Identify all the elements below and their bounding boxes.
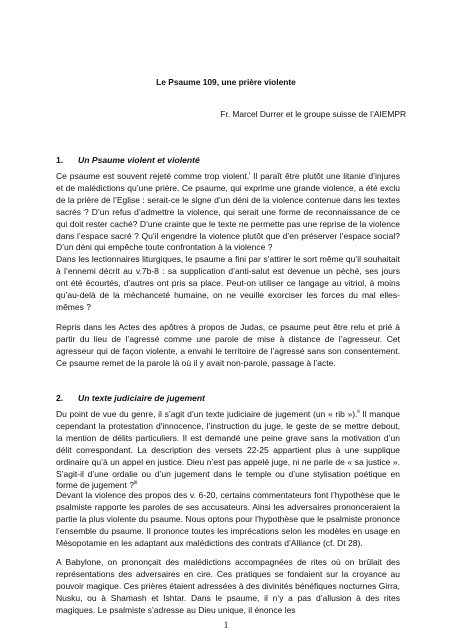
document-author: Fr. Marcel Durrer et le groupe suisse de l’AIEMPR <box>220 109 406 119</box>
section-number: 1. <box>56 155 64 165</box>
section-1-body <box>56 171 400 254</box>
section-2-body-3 <box>56 557 400 617</box>
section-number: 2. <box>56 393 64 403</box>
paragraph: Ce psaume est souvent rejeté comme trop violent.$^i$ Il paraît être plutôt une litanie d’injures et de malédictions qu’une prière. Ce psaume, qui exprime une grande violence, a été exclu de la prière de l’Eglise : serait-ce le signe d’un déni de la violence contenue dans les textes sacrés ? D’un refus d’admettre la violence, qui serait une forme de reconnaissance de ce qui doit rester caché? D’une crainte que le texte ne permette pas une reprise de la violence dans l’espace sacré ? Qu’il engendre la violence plutôt que d’en préserver l’espace social? D’un déni qui empêche toute confrontation à la violence ? <box>56 171 400 253</box>
paragraph: Dans les lectionnaires liturgiques, le psaume a fini par s’attirer le sort même qu’il souhaitait à l’ennemi décrit au v.7b-8 : sa supplication d’anti-salut est devenue un péché, ses jours ont été écourtés, d’autres ont pris sa place. Peut-on utiliser ce langage au vitriol, à moins qu’au-delà de la méchanceté humaine, on ne veuille exorciser les forces du mal elles-mêmes ? <box>56 254 400 312</box>
paragraph: Devant la violence des propos des v. 6-20, certains commentateurs font l’hypothèse que le psalmiste rapporte les paroles de ses accusateurs. Ainsi les adversaires prononceraient la partie la plus violente du psaume. Nous optons pour l’hypothèse que le psalmiste prononce l’ensemble du psaume. Il prononce toutes les imprécations selon les modèles en usage en Mésopotamie en les adaptant aux malédictions des contrats d’Alliance (cf. Dt 28). <box>56 490 400 548</box>
page-number: 1 <box>223 620 229 630</box>
section-1-body-3 <box>56 322 400 370</box>
section-2-body <box>56 409 400 492</box>
paragraph: Du point de vue du genre, il s’agit d’un texte judiciaire de jugement (un « rib »).$^{ii}$ Il manque cependant la protestation d'innocence, l’instruction du juge, le geste de se mettre debout, la mention de délits particuliers. Il est demandé une peine grave sans la motivation d’un délit correspondant. La description des versets 22-25 appartient plus à une supplique ordinaire qu’à un appel en justice. Dieu n’est pas appelé juge, ni ne parle de « sa justice ». S’agit-il d’une ordalie ou d’un jugement dans le temple ou d’une stylisation poétique en forme de jugement ?$^{iii}$ <box>56 409 400 491</box>
section-title: Un Psaume violent et violenté <box>78 155 200 165</box>
footnote-ref[interactable]: i <box>249 171 251 177</box>
document-title: Le Psaume 109, une prière violente <box>156 77 296 87</box>
paragraph: A Babylone, on prononçait des malédictions accompagnées de rites où on brûlait des représentations des adversaires en cire. Ces pratiques se fondaient sur la croyance au pouvoir magique. Ces prières étaient adressées à des divinités bénéfiques nocturnes Girra, Nusku, ou à Shamash et Ishtar. Dans le psaume, il n’y a pas d’allusion à des rites magiques. Le psalmiste s’adresse au Dieu unique, il énonce les <box>56 557 400 615</box>
section-title: Un texte judiciaire de jugement <box>78 393 206 403</box>
section-1-heading <box>56 155 400 165</box>
footnote-ref[interactable]: ii <box>357 409 360 415</box>
footnote-ref[interactable]: iii <box>133 480 138 487</box>
paragraph: Repris dans les Actes des apôtres à propos de Judas, ce psaume peut être relu et prié à partir du lieu de l’agressé comme une parole de mise à distance de l’agresseur. Cet agresseur qui de façon violente, a envahi le territoire de l’agressé sans son consentement. Ce psaume remet de la parole là où il y avait non-parole, passage à l’acte. <box>56 322 400 368</box>
section-1-body-2 <box>56 254 400 314</box>
section-2-body-2 <box>56 490 400 550</box>
section-2-heading <box>56 393 400 403</box>
